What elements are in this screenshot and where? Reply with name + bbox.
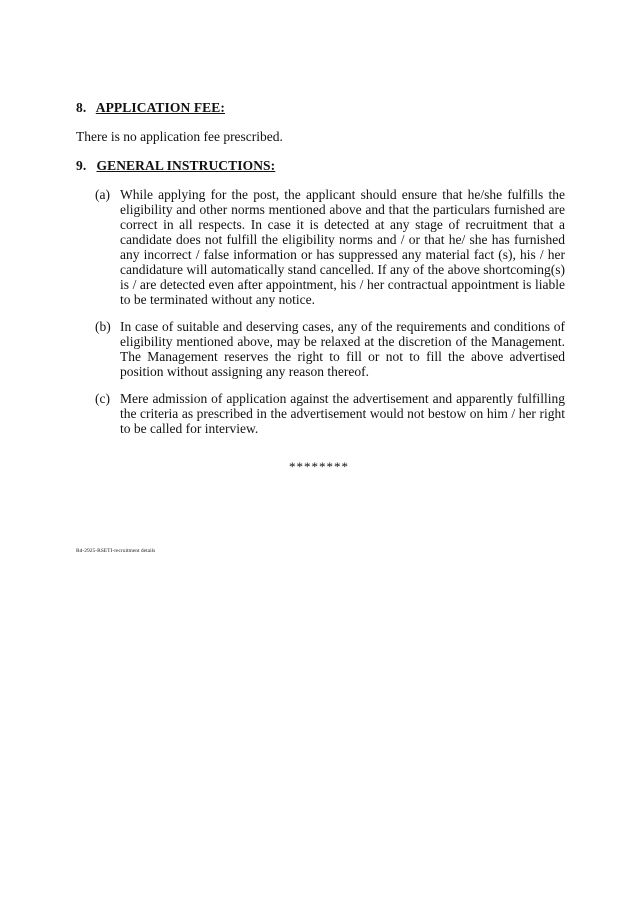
section-8-heading <box>76 100 225 116</box>
section-9-number: 9. <box>76 158 87 173</box>
instruction-label-a: (a) <box>95 187 110 202</box>
instruction-label-b: (b) <box>95 319 111 334</box>
instruction-text-c: Mere admission of application against the advertisement and apparently fulfilling the criteria as prescribed in the advertisement would not bestow on him / her right to be called for interview. <box>120 391 565 436</box>
instruction-label-c: (c) <box>95 391 110 406</box>
section-9-heading <box>76 158 275 174</box>
section-8-title: APPLICATION FEE: <box>95 100 225 115</box>
instruction-item-c <box>95 391 565 436</box>
instruction-text-b: In case of suitable and deserving cases, any of the requirements and conditions of eligibility mentioned above, may be relaxed at the discretion of the Management. The Management reserves the right to fill or not to fill the above advertised position without assigning any reason thereof. <box>120 319 565 379</box>
instruction-item-a <box>95 187 565 307</box>
section-9-title: GENERAL INSTRUCTIONS: <box>96 158 276 173</box>
end-separator: ******** <box>289 459 349 474</box>
section-8-number: 8. <box>76 100 87 115</box>
instruction-text-a: While applying for the post, the applicant should ensure that he/she fulfills the eligibility and other norms mentioned above and that the particulars furnished are correct in all respects. In case it is detected at any stage of recruitment that a candidate does not fulfill the eligibility norms and / or that he/ she has furnished any incorrect / false information or has suppressed any material fact (s), his / her candidature will automatically stand cancelled. If any of the above shortcoming(s) is / are detected even after appointment, his / her contractual appointment is liable to be terminated without any notice. <box>120 187 565 307</box>
section-8-body: There is no application fee prescribed. <box>76 129 283 144</box>
instruction-item-b <box>95 319 565 379</box>
document-reference-footer: Rd-2925-RSETI-recruitment details <box>76 548 156 554</box>
